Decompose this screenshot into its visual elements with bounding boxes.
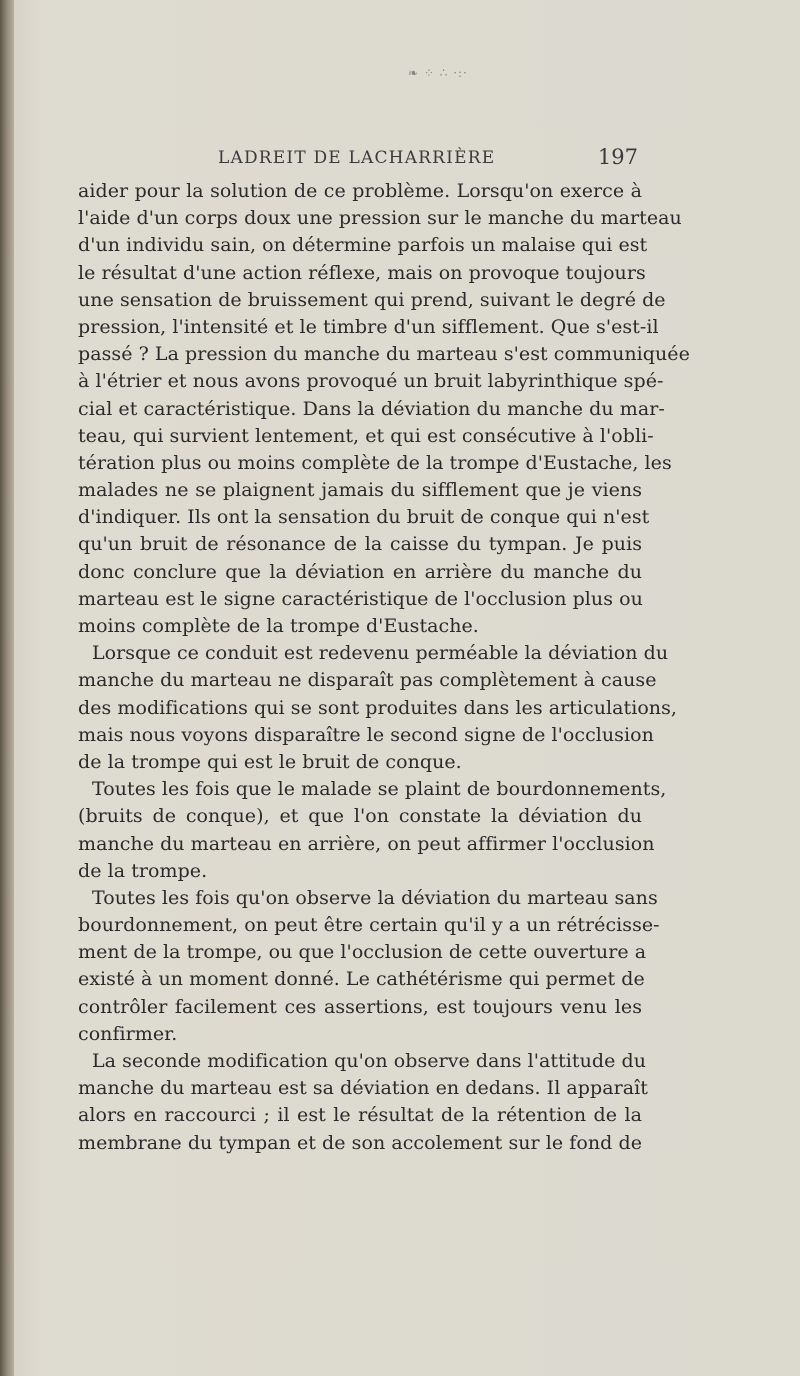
text-line: ment de la trompe, ou que l'occlusion de cette ouverture a	[78, 941, 647, 964]
body-text	[78, 178, 690, 1157]
text-line: à l'étrier et nous avons provoqué un bruit labyrinthique spé-	[78, 370, 664, 393]
text-line: confirmer.	[78, 1022, 178, 1045]
printer-ornament: ❧ ⁘ ∴ ·:·	[408, 66, 468, 80]
page-header	[78, 145, 638, 174]
book-spine-shadow	[0, 0, 14, 1376]
text-line: d'indiquer. Ils ont la sensation du bruit de conque qui n'est	[78, 506, 650, 529]
text-line: La seconde modification qu'on observe dans l'attitude du	[92, 1050, 646, 1072]
text-line: pression, l'intensité et le timbre d'un sifflement. Que s'est-il	[78, 315, 659, 338]
text-line: aider pour la solution de ce problème. Lorsqu'on exerce à	[78, 180, 642, 202]
text-line: mais nous voyons disparaître le second signe de l'occlusion	[78, 723, 654, 746]
text-line: manche du marteau ne disparaît pas complètement à cause	[78, 669, 657, 692]
text-line: bourdonnement, on peut être certain qu'il y a un rétrécisse-	[78, 914, 660, 937]
text-line: malades ne se plaignent jamais du sifflement que je viens	[78, 479, 642, 502]
text-line: le résultat d'une action réflexe, mais on provoque toujours	[78, 261, 646, 284]
text-line: marteau est le signe caractéristique de l'occlusion plus ou	[78, 587, 643, 610]
page-number: 197	[597, 145, 638, 169]
text-line: tération plus ou moins complète de la trompe d'Eustache, les	[78, 451, 672, 474]
text-line: manche du marteau en arrière, on peut affirmer l'occlusion	[78, 832, 655, 855]
text-line: (bruits de conque), et que l'on constate la déviation du	[78, 805, 642, 828]
text-line: passé ? La pression du manche du marteau s'est communiquée	[78, 343, 690, 366]
text-line: donc conclure que la déviation en arrière du manche du	[78, 560, 642, 583]
text-line: membrane du tympan et de son accolement sur le fond de	[78, 1131, 642, 1154]
text-line: l'aide d'un corps doux une pression sur le manche du marteau	[78, 207, 682, 230]
text-line: moins complète de la trompe d'Eustache.	[78, 615, 479, 637]
text-line: cial et caractéristique. Dans la déviation du manche du mar-	[78, 397, 665, 420]
text-line: Toutes les fois que le malade se plaint de bourdonnements,	[92, 778, 667, 801]
text-line: qu'un bruit de résonance de la caisse du tympan. Je puis	[78, 533, 642, 556]
text-line: une sensation de bruissement qui prend, suivant le degré de	[78, 288, 666, 311]
text-line: de la trompe.	[78, 859, 208, 882]
text-line: alors en raccourci ; il est le résultat de la rétention de la	[78, 1104, 642, 1127]
running-title: LADREIT DE LACHARRIÈRE	[218, 148, 496, 168]
text-line: des modifications qui se sont produites dans les articulations,	[78, 696, 677, 719]
text-line: Toutes les fois qu'on observe la déviation du marteau sans	[92, 886, 658, 909]
text-line: contrôler facilement ces assertions, est toujours venu les	[78, 995, 642, 1018]
text-line: d'un individu sain, on détermine parfois un malaise qui est	[78, 234, 648, 257]
text-line: manche du marteau est sa déviation en dedans. Il apparaît	[78, 1077, 648, 1100]
text-line: Lorsque ce conduit est redevenu perméable la déviation du	[92, 642, 669, 665]
text-line: de la trompe qui est le bruit de conque.	[78, 750, 462, 773]
text-line: teau, qui survient lentement, et qui est consécutive à l'obli-	[78, 424, 654, 447]
text-line: existé à un moment donné. Le cathétérisme qui permet de	[78, 968, 645, 991]
